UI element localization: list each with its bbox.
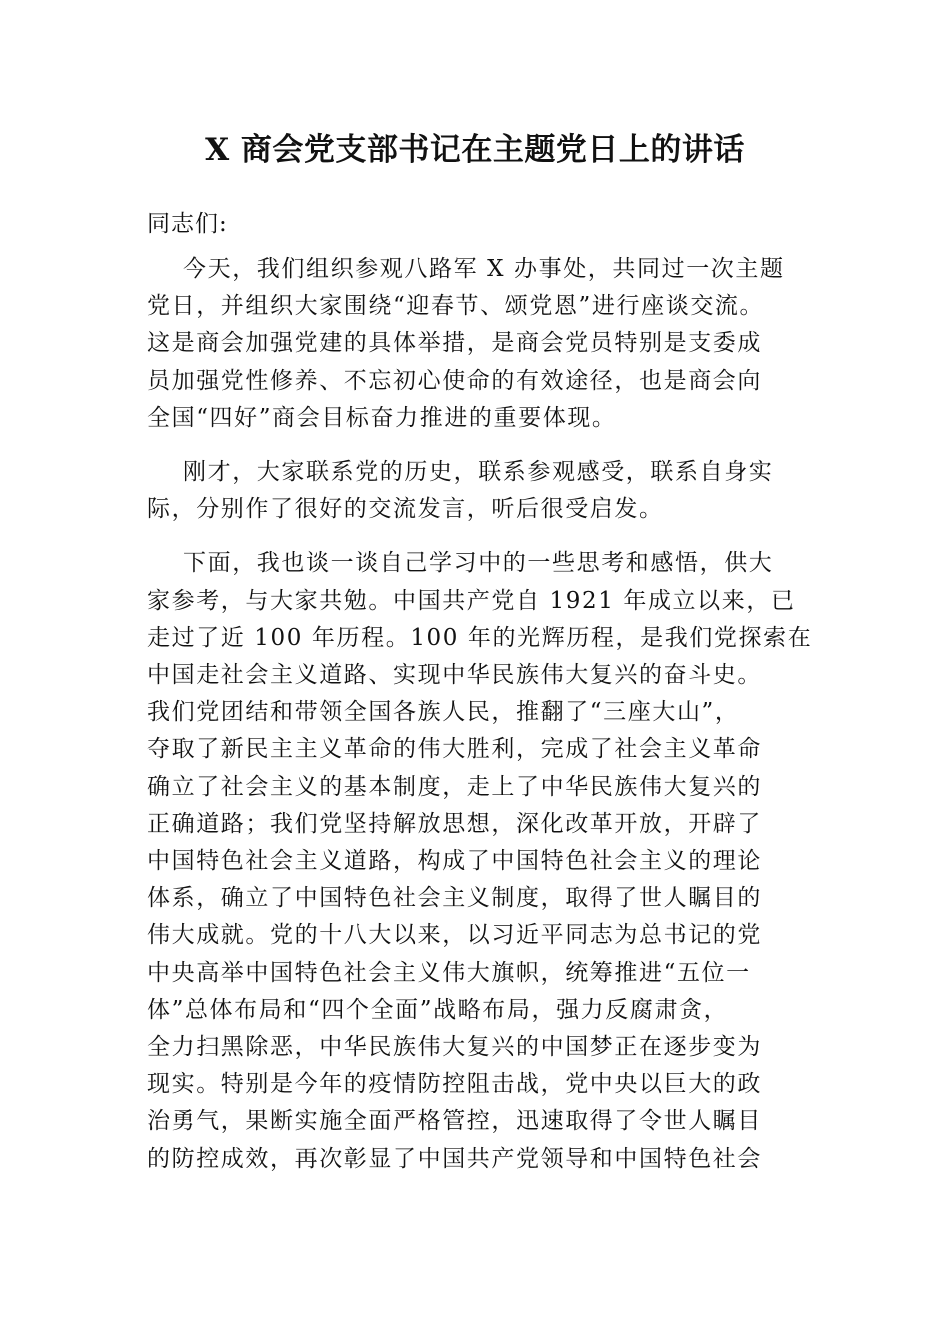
paragraph-line: 下面，我也谈一谈自己学习中的一些思考和感悟，供大 (183, 550, 774, 577)
paragraph-line: 伟大成就。党的十八大以来，以习近平同志为总书记的党 (147, 922, 762, 949)
salutation: 同志们: (147, 211, 228, 237)
paragraph-line: 这是商会加强党建的具体举措，是商会党员特别是支委成 (147, 330, 762, 357)
document-title: X 商会党支部书记在主题党日上的讲话 (205, 132, 745, 168)
paragraph-line: 中国特色社会主义道路，构成了中国特色社会主义的理论 (147, 848, 762, 875)
paragraph-line: 党日，并组织大家围绕“迎春节、颂党恩”进行座谈交流。 (147, 293, 765, 320)
document-body (147, 205, 817, 1195)
paragraph-line: 我们党团结和带领全国各族人民，推翻了“三座大山”， (147, 699, 740, 726)
paragraph-line: 家参考，与大家共勉。中国共产党自 1921 年成立以来，已 (147, 587, 796, 614)
paragraph-2 (147, 454, 817, 528)
paragraph-line: 走过了近 100 年历程。100 年的光辉历程，是我们党探索在 (147, 624, 813, 651)
paragraph-line: 今天，我们组织参观八路军 X 办事处，共同过一次主题 (183, 256, 785, 282)
paragraph-line: 确立了社会主义的基本制度，走上了中华民族伟大复兴的 (147, 773, 762, 800)
paragraph-line: 全国“四好”商会目标奋力推进的重要体现。 (147, 404, 617, 431)
paragraph-line: 的防控成效，再次彰显了中国共产党领导和中国特色社会 (147, 1145, 762, 1172)
paragraph-1 (147, 251, 817, 437)
paragraph-line: 体系，确立了中国特色社会主义制度，取得了世人瞩目的 (147, 885, 762, 912)
paragraph-line: 现实。特别是今年的疫情防控阻击战，党中央以巨大的政 (147, 1071, 762, 1098)
paragraph-line: 中央高举中国特色社会主义伟大旗帜，统筹推进“五位一 (147, 959, 751, 986)
paragraph-line: 际，分别作了很好的交流发言，听后很受启发。 (147, 496, 664, 523)
paragraph-line: 夺取了新民主主义革命的伟大胜利，完成了社会主义革命 (147, 736, 762, 763)
paragraph-line: 刚才，大家联系党的历史，联系参观感受，联系自身实 (183, 459, 774, 486)
paragraph-line: 正确道路；我们党坚持解放思想，深化改革开放，开辟了 (147, 810, 762, 837)
paragraph-line: 全力扫黑除恶，中华民族伟大复兴的中国梦正在逐步变为 (147, 1034, 762, 1061)
paragraph-line: 中国走社会主义道路、实现中华民族伟大复兴的奋斗史。 (147, 662, 762, 689)
paragraph-line: 体”总体布局和“四个全面”战略布局，强力反腐肃贪， (147, 996, 729, 1023)
paragraph-line: 治勇气，果断实施全面严格管控，迅速取得了令世人瞩目 (147, 1108, 762, 1135)
paragraph-line: 员加强党性修养、不忘初心使命的有效途径，也是商会向 (147, 367, 762, 394)
paragraph-3 (147, 545, 817, 1177)
